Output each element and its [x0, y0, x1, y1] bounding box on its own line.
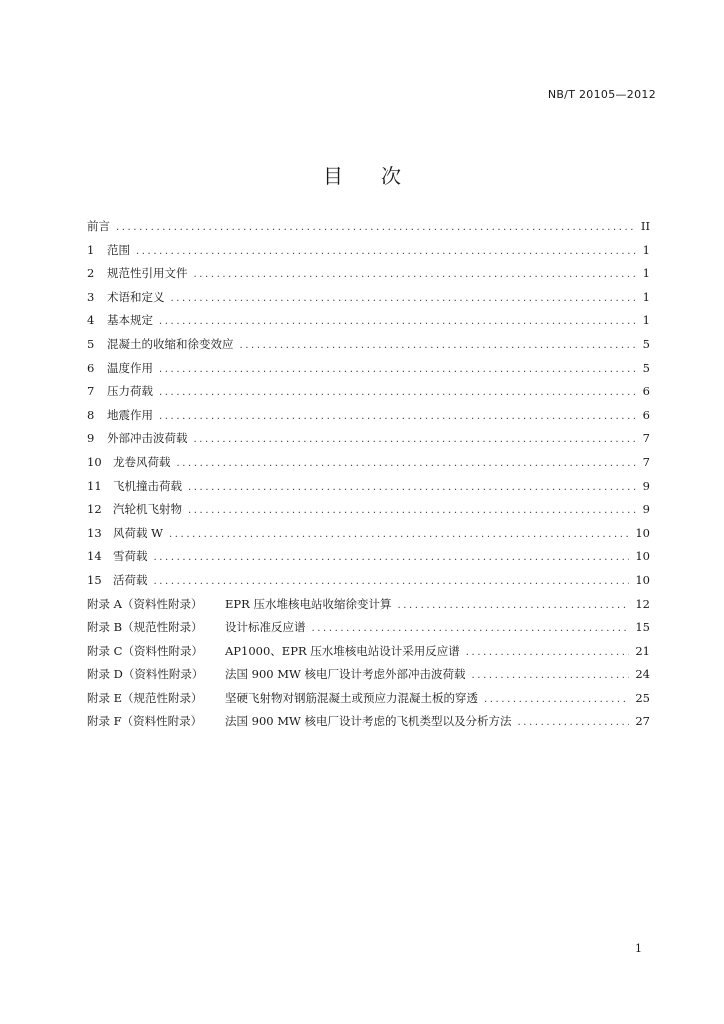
toc-leader-dots [169, 529, 629, 540]
toc-appendix-description: 法国 900 MW 核电厂设计考虑外部冲击波荷载 [225, 667, 466, 682]
toc-appendix-entry [87, 690, 650, 714]
toc-leader-dots [136, 246, 637, 257]
toc-entry-number: 3 [87, 289, 95, 304]
toc-appendix-label: 附录 D（资料性附录） [87, 667, 204, 682]
toc-entry-page: 6 [642, 407, 650, 422]
toc-entry-number: 12 [87, 502, 102, 517]
toc-entry-number: 1 [87, 242, 95, 257]
toc-entry-page: 10 [635, 572, 650, 587]
toc-entry [87, 572, 650, 596]
toc-entry-number: 8 [87, 407, 95, 422]
toc-entry-label: 压力荷载 [107, 384, 153, 399]
toc-entry-label: 汽轮机飞射物 [113, 502, 182, 517]
toc-leader-dots [194, 269, 637, 280]
toc-leader-dots [154, 552, 630, 563]
toc-appendix-label: 附录 B（规范性附录） [87, 620, 203, 635]
toc-entry-number: 7 [87, 384, 95, 399]
toc-entry-number: 5 [87, 336, 95, 351]
toc-entry-label: 温度作用 [107, 360, 153, 375]
toc-entry-label: 基本规定 [107, 313, 153, 328]
toc-title [0, 160, 724, 189]
toc-entry-label: 风荷载 W [113, 525, 163, 540]
toc-entry-number: 10 [87, 454, 102, 469]
toc-appendix-description: 设计标准反应谱 [225, 620, 306, 635]
toc-leader-dots [397, 600, 629, 611]
toc-entry-number: 6 [87, 360, 95, 375]
toc-leader-dots [154, 576, 630, 587]
toc-entry-page: 1 [642, 289, 650, 304]
toc-entry-number: 9 [87, 431, 95, 446]
toc-appendix-label: 附录 E（规范性附录） [87, 690, 203, 705]
toc-appendix-label: 附录 F（资料性附录） [87, 714, 203, 729]
toc-entry [87, 312, 650, 336]
toc-entry-page: 10 [635, 525, 650, 540]
toc-appendix-description: 法国 900 MW 核电厂设计考虑的飞机类型以及分析方法 [225, 714, 512, 729]
toc-leader-dots [188, 505, 637, 516]
toc-entry [87, 336, 650, 360]
toc-entry-number: 11 [87, 478, 102, 493]
toc-entry-page: 1 [642, 313, 650, 328]
toc-leader-dots [472, 670, 630, 681]
toc-leader-dots [159, 364, 637, 375]
document-code: NB/T 20105—2012 [547, 88, 656, 101]
toc-entry-page: 24 [635, 667, 650, 682]
toc-entry [87, 218, 650, 242]
table-of-contents [87, 218, 650, 737]
toc-entry-number: 2 [87, 266, 95, 281]
toc-entry-label: 雪荷载 [113, 549, 148, 564]
toc-entry-label: 地震作用 [107, 407, 153, 422]
toc-title-left: 目 [323, 164, 343, 188]
toc-entry-page: 9 [642, 502, 650, 517]
toc-entry-page: 5 [642, 336, 650, 351]
toc-leader-dots [312, 623, 630, 634]
toc-entry [87, 430, 650, 454]
toc-appendix-entry [87, 619, 650, 643]
toc-entry-page: 21 [635, 643, 650, 658]
toc-appendix-label: 附录 C（资料性附录） [87, 643, 203, 658]
toc-leader-dots [518, 717, 630, 728]
toc-leader-dots [194, 434, 637, 445]
toc-entry-number: 4 [87, 313, 95, 328]
toc-appendix-entry [87, 596, 650, 620]
toc-leader-dots [240, 340, 637, 351]
toc-leader-dots [159, 411, 637, 422]
toc-entry-page: 12 [635, 596, 650, 611]
toc-leader-dots [116, 222, 635, 233]
toc-entry-number: 15 [87, 572, 102, 587]
toc-leader-dots [159, 387, 637, 398]
toc-entry-label: 活荷载 [113, 572, 148, 587]
toc-entry-label: 规范性引用文件 [107, 266, 188, 281]
toc-leader-dots [171, 293, 637, 304]
page-number: 1 [635, 942, 642, 955]
toc-appendix-description: EPR 压水堆核电站收缩徐变计算 [225, 596, 392, 611]
toc-entry-label: 范围 [107, 242, 130, 257]
toc-entry-label: 前言 [87, 219, 110, 233]
toc-entry [87, 289, 650, 313]
toc-leader-dots [159, 316, 637, 327]
toc-entry-label: 混凝土的收缩和徐变效应 [107, 336, 234, 351]
toc-entry-page: 27 [635, 714, 650, 729]
toc-entry [87, 265, 650, 289]
toc-leader-dots [466, 647, 630, 658]
toc-entry-page: 25 [635, 690, 650, 705]
toc-title-right: 次 [381, 164, 401, 188]
toc-entry [87, 360, 650, 384]
toc-entry-number: 14 [87, 549, 102, 564]
toc-entry-page: II [640, 219, 650, 233]
toc-leader-dots [177, 458, 637, 469]
toc-appendix-entry [87, 643, 650, 667]
toc-entry-page: 7 [642, 431, 650, 446]
toc-appendix-description: AP1000、EPR 压水堆核电站设计采用反应谱 [225, 643, 460, 658]
toc-entry [87, 407, 650, 431]
toc-entry-page: 7 [642, 454, 650, 469]
toc-entry [87, 548, 650, 572]
toc-entry-label: 飞机撞击荷载 [113, 478, 182, 493]
toc-entry [87, 242, 650, 266]
toc-entry [87, 501, 650, 525]
toc-entry [87, 525, 650, 549]
toc-appendix-entry [87, 713, 650, 737]
toc-entry-label: 外部冲击波荷载 [107, 431, 188, 446]
toc-entry [87, 383, 650, 407]
toc-entry-label: 术语和定义 [107, 289, 165, 304]
toc-leader-dots [484, 694, 629, 705]
toc-entry-number: 13 [87, 525, 102, 540]
toc-entry-page: 10 [635, 549, 650, 564]
toc-appendix-label: 附录 A（资料性附录） [87, 596, 203, 611]
toc-entry-page: 1 [642, 242, 650, 257]
toc-entry [87, 454, 650, 478]
toc-entry-label: 龙卷风荷载 [113, 454, 171, 469]
toc-entry [87, 478, 650, 502]
toc-entry-page: 15 [635, 620, 650, 635]
toc-entry-page: 6 [642, 384, 650, 399]
toc-entry-page: 5 [642, 360, 650, 375]
toc-appendix-description: 坚硬飞射物对钢筋混凝土或预应力混凝土板的穿透 [225, 690, 478, 705]
toc-entry-page: 1 [642, 266, 650, 281]
toc-appendix-entry [87, 666, 650, 690]
toc-entry-page: 9 [642, 478, 650, 493]
toc-leader-dots [188, 482, 637, 493]
